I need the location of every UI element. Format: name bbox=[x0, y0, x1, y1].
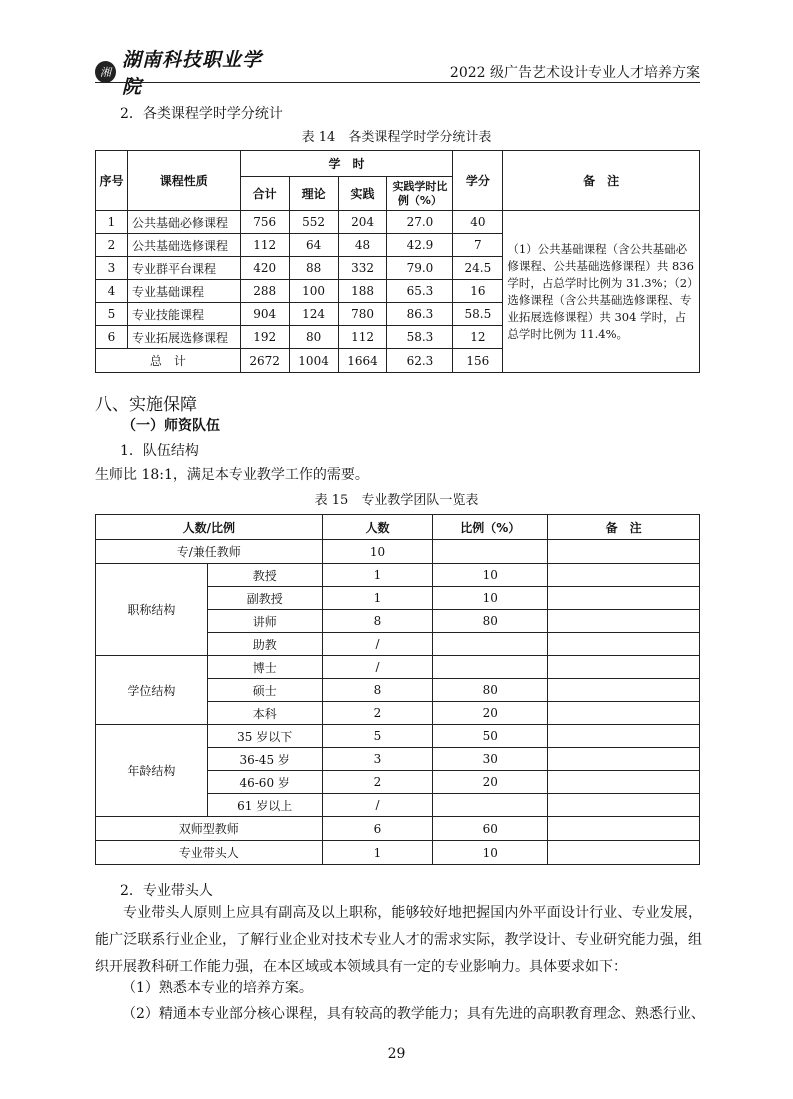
cell-pct: 80 bbox=[433, 610, 548, 633]
table-14 bbox=[95, 150, 700, 373]
cell-seq: 1 bbox=[96, 211, 128, 234]
cell-practice: 112 bbox=[338, 326, 387, 349]
cell-ratio: 79.0 bbox=[387, 257, 453, 280]
cell-count: 2 bbox=[322, 702, 433, 725]
cell-total: 756 bbox=[240, 211, 289, 234]
cell-note bbox=[548, 564, 700, 587]
cell-pct: 80 bbox=[433, 679, 548, 702]
cell-note bbox=[548, 610, 700, 633]
table-row bbox=[96, 817, 700, 841]
cell-note bbox=[548, 587, 700, 610]
cell-ratio: 62.3 bbox=[387, 349, 453, 373]
col-nature: 课程性质 bbox=[127, 151, 240, 211]
cell-label: 专/兼任教师 bbox=[96, 540, 323, 564]
cell-label: 专业带头人 bbox=[96, 841, 323, 865]
col-count: 人数 bbox=[322, 515, 433, 540]
cell-note bbox=[548, 656, 700, 679]
col-item: 人数/比例 bbox=[96, 515, 323, 540]
cell-total: 420 bbox=[240, 257, 289, 280]
ratio-text: 生师比 18:1，满足本专业教学工作的需要。 bbox=[95, 467, 369, 483]
cell-theory: 64 bbox=[289, 234, 338, 257]
document-title: 2022 级广告艺术设计专业人才培养方案 bbox=[449, 65, 700, 81]
cell-group: 职称结构 bbox=[96, 564, 208, 656]
cell-label: 讲师 bbox=[207, 610, 322, 633]
cell-seq: 4 bbox=[96, 280, 128, 303]
col-note: 备 注 bbox=[503, 151, 700, 211]
cell-note bbox=[548, 771, 700, 794]
cell-total: 904 bbox=[240, 303, 289, 326]
table-row bbox=[96, 656, 700, 679]
cell-theory: 88 bbox=[289, 257, 338, 280]
cell-credit: 24.5 bbox=[453, 257, 503, 280]
cell-pct bbox=[433, 656, 548, 679]
cell-name: 专业基础课程 bbox=[127, 280, 240, 303]
cell-count: 10 bbox=[322, 540, 433, 564]
cell-label: 博士 bbox=[207, 656, 322, 679]
cell-note bbox=[548, 679, 700, 702]
cell-pct bbox=[433, 540, 548, 564]
table-14-note: （1）公共基础课程（含公共基础必修课程、公共基础选修课程）共 836 学时，占总学时比例为 31.3%；（2）选修课程（含公共基础选修课程、专业拓展选修课程）共 304 学时，占总学时比例为 11.4%。 bbox=[503, 211, 700, 373]
cell-count: 5 bbox=[322, 725, 433, 748]
cell-label: 本科 bbox=[207, 702, 322, 725]
section-8-title: 八、实施保障 bbox=[95, 395, 197, 415]
header-divider bbox=[95, 82, 700, 83]
cell-pct bbox=[433, 794, 548, 817]
cell-ratio: 42.9 bbox=[387, 234, 453, 257]
col-practice: 实践 bbox=[338, 177, 387, 211]
table-row bbox=[96, 725, 700, 748]
cell-note bbox=[548, 633, 700, 656]
cell-credit: 156 bbox=[453, 349, 503, 373]
cell-sum-label: 总 计 bbox=[96, 349, 241, 373]
cell-group: 年龄结构 bbox=[96, 725, 208, 817]
cell-credit: 16 bbox=[453, 280, 503, 303]
col-theory: 理论 bbox=[289, 177, 338, 211]
cell-ratio: 65.3 bbox=[387, 280, 453, 303]
cell-count: / bbox=[322, 656, 433, 679]
cell-credit: 40 bbox=[453, 211, 503, 234]
cell-theory: 80 bbox=[289, 326, 338, 349]
table-row bbox=[96, 211, 700, 234]
col-note: 备 注 bbox=[548, 515, 700, 540]
cell-note bbox=[548, 702, 700, 725]
cell-pct: 20 bbox=[433, 771, 548, 794]
col-ratio: 实践学时比例（%） bbox=[387, 177, 453, 211]
cell-count: 1 bbox=[322, 841, 433, 865]
item-title-2: 2．专业带头人 bbox=[120, 883, 213, 899]
item-title-1: 1．队伍结构 bbox=[120, 443, 199, 459]
cell-seq: 3 bbox=[96, 257, 128, 280]
cell-practice: 332 bbox=[338, 257, 387, 280]
cell-note bbox=[548, 817, 700, 841]
cell-pct bbox=[433, 633, 548, 656]
cell-credit: 7 bbox=[453, 234, 503, 257]
cell-ratio: 86.3 bbox=[387, 303, 453, 326]
requirement-1: （1）熟悉本专业的培养方案。 bbox=[122, 980, 313, 996]
col-credit: 学分 bbox=[453, 151, 503, 211]
cell-pct: 10 bbox=[433, 564, 548, 587]
cell-name: 公共基础必修课程 bbox=[127, 211, 240, 234]
cell-name: 专业拓展选修课程 bbox=[127, 326, 240, 349]
cell-ratio: 27.0 bbox=[387, 211, 453, 234]
section-2-title: 2．各类课程学时学分统计 bbox=[120, 106, 283, 122]
cell-practice: 780 bbox=[338, 303, 387, 326]
cell-count: / bbox=[322, 633, 433, 656]
cell-label: 双师型教师 bbox=[96, 817, 323, 841]
cell-name: 公共基础选修课程 bbox=[127, 234, 240, 257]
page-number: 29 bbox=[387, 1046, 406, 1062]
cell-theory: 100 bbox=[289, 280, 338, 303]
table-row bbox=[96, 841, 700, 865]
cell-label: 35 岁以下 bbox=[207, 725, 322, 748]
cell-note bbox=[548, 841, 700, 865]
cell-pct: 10 bbox=[433, 587, 548, 610]
cell-total: 288 bbox=[240, 280, 289, 303]
cell-ratio: 58.3 bbox=[387, 326, 453, 349]
cell-seq: 6 bbox=[96, 326, 128, 349]
col-total: 合计 bbox=[240, 177, 289, 211]
cell-note bbox=[548, 725, 700, 748]
col-pct: 比例（%） bbox=[433, 515, 548, 540]
college-logo bbox=[95, 49, 275, 98]
cell-label: 助教 bbox=[207, 633, 322, 656]
cell-count: 3 bbox=[322, 748, 433, 771]
table-14-caption: 表 14 各类课程学时学分统计表 bbox=[301, 130, 492, 145]
cell-total: 112 bbox=[240, 234, 289, 257]
cell-total: 192 bbox=[240, 326, 289, 349]
cell-pct: 10 bbox=[433, 841, 548, 865]
cell-note bbox=[548, 748, 700, 771]
cell-label: 61 岁以上 bbox=[207, 794, 322, 817]
cell-count: 1 bbox=[322, 564, 433, 587]
cell-pct: 50 bbox=[433, 725, 548, 748]
cell-practice: 1664 bbox=[338, 349, 387, 373]
col-hours: 学 时 bbox=[240, 151, 453, 177]
cell-name: 专业群平台课程 bbox=[127, 257, 240, 280]
cell-practice: 48 bbox=[338, 234, 387, 257]
cell-label: 副教授 bbox=[207, 587, 322, 610]
table-row bbox=[96, 564, 700, 587]
cell-label: 36-45 岁 bbox=[207, 748, 322, 771]
cell-count: 1 bbox=[322, 587, 433, 610]
leader-paragraph: 专业带头人原则上应具有副高及以上职称，能够较好地把握国内外平面设计行业、专业发展，能广泛联系行业企业，了解行业企业对技术专业人才的需求实际，教学设计、专业研究能力强，组织开展教科研工作能力强，在本区域或本领域具有一定的专业影响力。具体要求如下： bbox=[95, 905, 702, 975]
cell-pct: 30 bbox=[433, 748, 548, 771]
cell-group: 学位结构 bbox=[96, 656, 208, 725]
college-name: 湖南科技职业学院 bbox=[122, 49, 263, 98]
cell-count: 6 bbox=[322, 817, 433, 841]
cell-seq: 2 bbox=[96, 234, 128, 257]
cell-credit: 58.5 bbox=[453, 303, 503, 326]
cell-theory: 552 bbox=[289, 211, 338, 234]
subsection-title: （一）师资队伍 bbox=[122, 418, 220, 434]
cell-count: 2 bbox=[322, 771, 433, 794]
cell-theory: 124 bbox=[289, 303, 338, 326]
cell-credit: 12 bbox=[453, 326, 503, 349]
cell-note bbox=[548, 794, 700, 817]
cell-seq: 5 bbox=[96, 303, 128, 326]
col-seq: 序号 bbox=[96, 151, 128, 211]
cell-count: / bbox=[322, 794, 433, 817]
cell-pct: 60 bbox=[433, 817, 548, 841]
cell-count: 8 bbox=[322, 679, 433, 702]
cell-theory: 1004 bbox=[289, 349, 338, 373]
cell-label: 硕士 bbox=[207, 679, 322, 702]
cell-count: 8 bbox=[322, 610, 433, 633]
table-15 bbox=[95, 514, 700, 865]
cell-label: 教授 bbox=[207, 564, 322, 587]
cell-practice: 204 bbox=[338, 211, 387, 234]
college-seal-icon: 湘 bbox=[95, 61, 116, 83]
table-15-caption: 表 15 专业教学团队一览表 bbox=[314, 493, 479, 508]
cell-pct: 20 bbox=[433, 702, 548, 725]
cell-practice: 188 bbox=[338, 280, 387, 303]
cell-name: 专业技能课程 bbox=[127, 303, 240, 326]
cell-label: 46-60 岁 bbox=[207, 771, 322, 794]
table-row bbox=[96, 540, 700, 564]
cell-note bbox=[548, 540, 700, 564]
requirement-2: （2）精通本专业部分核心课程，具有较高的教学能力；具有先进的高职教育理念、熟悉行业、 bbox=[122, 1006, 705, 1022]
cell-total: 2672 bbox=[240, 349, 289, 373]
